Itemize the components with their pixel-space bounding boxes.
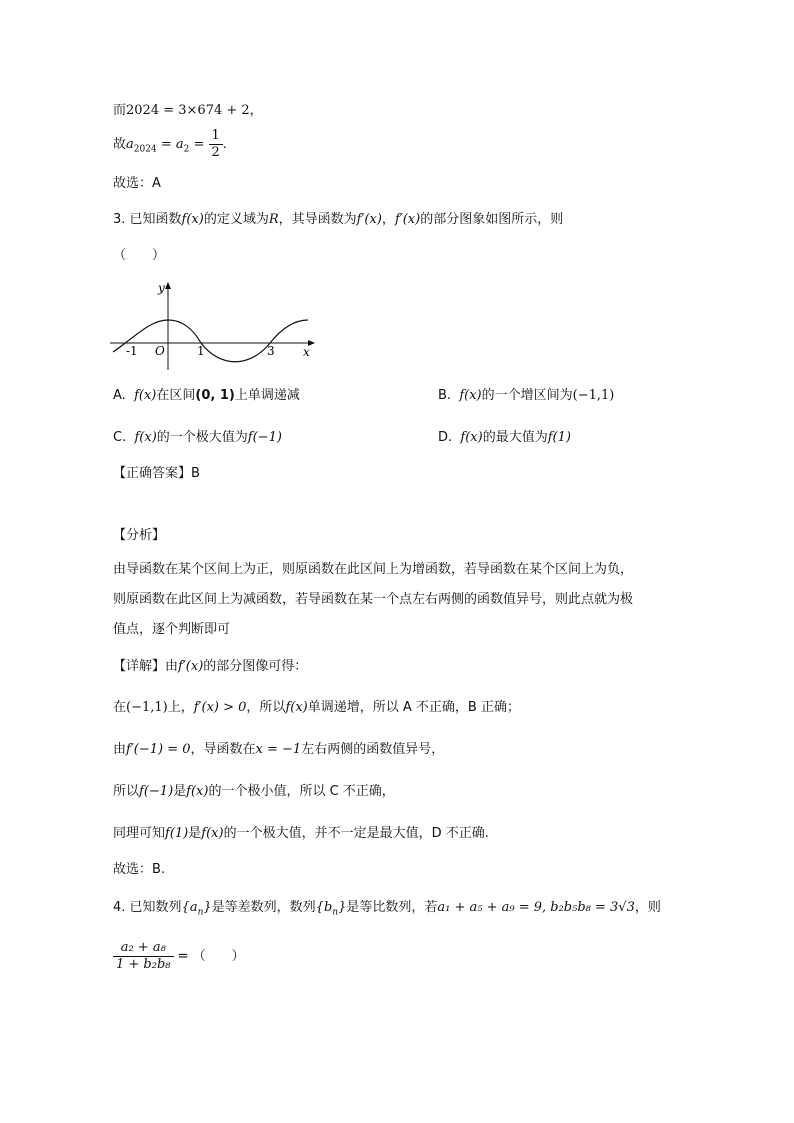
x-label: x [303,345,310,359]
detail-line-4: 同理可知f(1)是f(x)的一个极大值，并不一定是最大值，D 不正确. [113,826,489,841]
expr-2024: 2024 = 3×674 + 2 [126,103,250,118]
tick-3: 3 [267,344,275,358]
derivative-curve [113,320,308,362]
option-c: C. f(x)的一个极大值为f(−1) [113,430,282,445]
detail-line-1: 在(−1,1)上，f′(x) > 0，所以f(x)单调递增，所以 A 不正确，B 正确； [113,700,520,715]
option-a: A. f(x)在区间(0, 1)上单调递减 [113,388,300,403]
detail-intro: 【详解】由f′(x)的部分图像可得： [113,659,308,674]
question-3-stem: 3. 已知函数f(x)的定义域为R，其导函数为f′(x)，f′(x)的部分图象如图所示，则 [113,212,564,227]
detail-choose-b: 故选：B. [113,862,166,877]
option-d: D. f(x)的最大值为f(1) [438,430,571,445]
correct-answer: 【正确答案】B [113,466,200,481]
fraction-one-half: $\frac{1}{2}$ [209,128,223,161]
line-a2024: 故$a_{2024} = a_2$ = $\frac{1}{2}$ . [113,128,227,160]
tick-1: 1 [197,344,205,358]
fraction-a-over-b: $\frac{\text{a₂ + a₈}}{\text{1 + b₂b₈}}$ [113,940,174,973]
question-4-fraction: $\frac{\text{a₂ + a₈}}{\text{1 + b₂b₈}}$ = （ ） [113,940,245,973]
analysis-title: 【分析】 [113,528,166,543]
detail-line-2: 由f′(−1) = 0，导函数在x = −1左右两侧的函数值异号， [113,742,445,757]
y-axis-arrow [165,282,171,289]
line-choose-a: 故选：A [113,176,161,191]
question-4-stem: 4. 已知数列$\{a_n\}$是等差数列，数列$\{b_n\}$是等比数列，若a₁ + a₅ + a₉ = 9, b₂b₅b₈ = 3√3，则 [113,900,661,918]
analysis-line-1: 由导函数在某个区间上为正，则原函数在此区间上为增函数，若导函数在某个区间上为负， [113,562,634,577]
line-2024: 而2024 = 3×674 + 2， [113,103,263,118]
y-label: y [158,281,165,295]
question-3-paren: （ ） [113,248,166,263]
derivative-graph [110,280,320,372]
analysis-line-2: 则原函数在此区间上为减函数，若导函数在某一个点左右两侧的函数值异号，则此点就为极 [113,592,634,607]
analysis-line-3: 值点，逐个判断即可 [113,622,231,637]
origin-label: O [155,344,165,358]
option-b: B. f(x)的一个增区间为(−1,1) [438,388,615,403]
detail-line-3: 所以f(−1)是f(x)的一个极小值，所以 C 不正确， [113,784,395,799]
tick-minus-1: -1 [126,344,138,358]
